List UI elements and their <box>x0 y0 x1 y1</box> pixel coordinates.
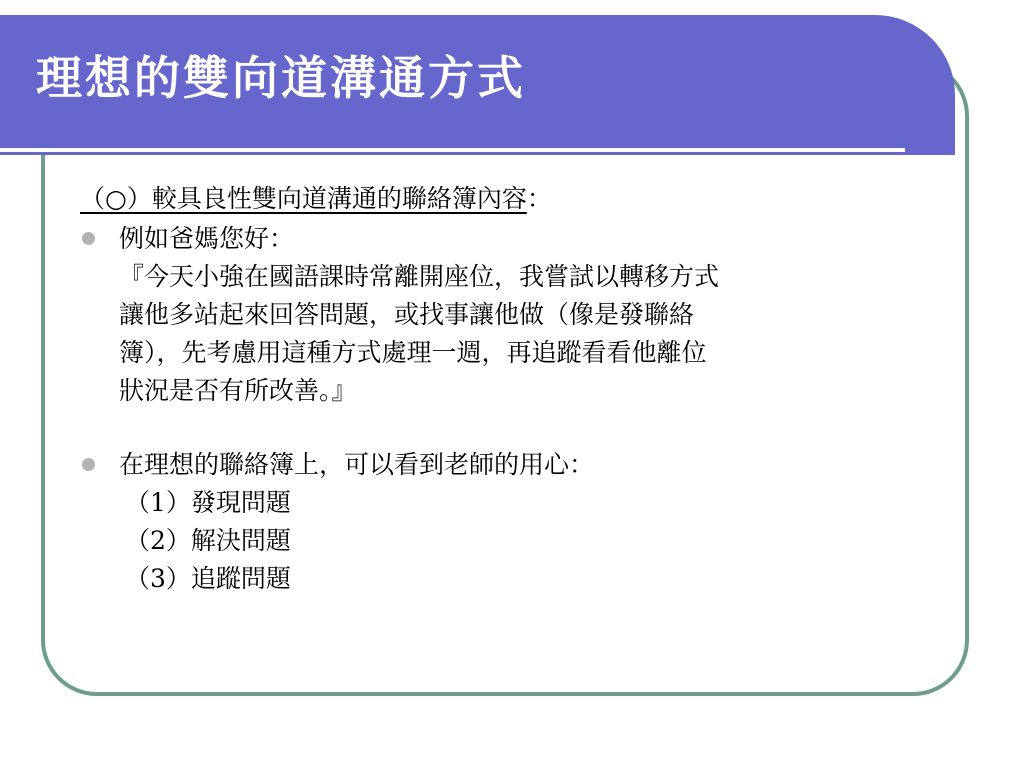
title-divider <box>0 148 905 152</box>
bullet-line: 『今天小強在國語課時常離開座位，我嘗試以轉移方式 <box>119 262 720 291</box>
bullet-item-example <box>80 220 950 410</box>
bullet-line: 簿），先考慮用這種方式處理一週，再追蹤看看他離位 <box>119 338 707 367</box>
bullet-line: 讓他多站起來回答問題，或找事讓他做（像是發聯絡 <box>119 300 695 329</box>
bullet-line: 狀況是否有所改善。』 <box>119 376 357 405</box>
section-heading-underlined: （○）較具良性雙向道溝通的聯絡簿內容 <box>80 184 527 213</box>
section-heading-colon: ： <box>526 184 552 213</box>
bullet-spacer <box>80 410 950 446</box>
bullet-icon <box>82 458 95 471</box>
list-item: （1）發現問題 <box>125 488 291 517</box>
bullet-line: 例如爸媽您好： <box>119 224 295 253</box>
list-item: （2）解決問題 <box>125 526 291 555</box>
bullet-item-teacher-effort <box>80 446 950 598</box>
page-title: 理想的雙向道溝通方式 <box>36 51 526 105</box>
bullet-line: 在理想的聯絡簿上，可以看到老師的用心： <box>119 450 595 479</box>
bullet-icon <box>82 232 95 245</box>
list-item: （3）追蹤問題 <box>125 564 291 593</box>
section-heading <box>80 180 950 218</box>
slide-content <box>80 180 950 598</box>
